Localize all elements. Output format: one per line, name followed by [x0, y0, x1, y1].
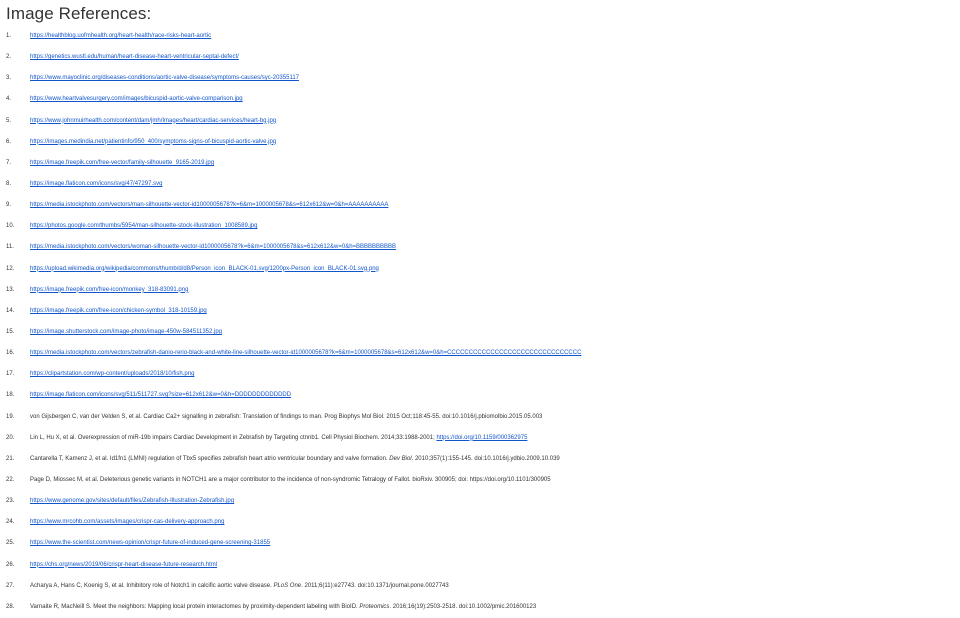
reference-link[interactable]: https://upload.wikimedia.org/wikipedia/commons/thumb/d/d8/Person_icon_BLACK-01.svg/1200px-Person_icon_BLACK-01.svg.png [30, 265, 379, 272]
reference-link[interactable]: https://www.johnmuirhealth.com/content/dam/jmh/Images/heart/cardiac-services/heart-bg.jpg [30, 117, 277, 124]
reference-number: 17. [6, 371, 15, 378]
reference-number: 4. [6, 96, 12, 103]
reference-number: 9. [6, 202, 12, 209]
reference-number: 15. [6, 328, 15, 335]
reference-number: 10. [6, 223, 15, 230]
reference-link[interactable]: https://image.flaticon.com/icons/svg/47/47297.svg [30, 180, 163, 187]
reference-number: 11. [6, 244, 14, 251]
reference-link[interactable]: https://www.heartvalvesurgery.com/images/bicuspid-aortic-valve-comparison.jpg [30, 96, 243, 103]
reference-link[interactable]: https://media.istockphoto.com/vectors/zebrafish-danio-rerio-black-and-white-line-silhouette-vector-id1000005678?k=6&m=1000005678&s=612x612&w=0&h=CCCCCCCCCCCCCCCCCCCCCCCCCCCCCCC [30, 350, 582, 357]
reference-link[interactable]: https://chs.org/news/2019/06/crispr-heart-disease-future-research.html [30, 561, 218, 568]
reference-item [6, 89, 956, 110]
reference-number: 7. [6, 159, 12, 166]
reference-item [6, 153, 956, 174]
citation-text: Acharya A, Hans C, Koenig S, et al. Inhibitory role of Notch1 in calcific aortic valve disease. [30, 582, 274, 589]
reference-item [6, 68, 956, 89]
reference-number: 18. [6, 392, 15, 399]
reference-number: 13. [6, 286, 15, 293]
reference-text [30, 280, 956, 301]
reference-number: 14. [6, 307, 15, 314]
reference-link[interactable]: https://doi.org/10.1159/000362975 [436, 434, 528, 441]
reference-number: 2. [6, 54, 12, 61]
reference-number: 3. [6, 75, 12, 82]
reference-text [30, 47, 956, 68]
citation-text: Varnaite R, MacNeill S. Meet the neighbors: Mapping local protein interactomes by proximity-dependent labeling with BioID. [30, 603, 360, 610]
journal-name: PLoS One [273, 582, 302, 589]
reference-text [30, 301, 956, 322]
page-title: Image References: [6, 4, 152, 23]
reference-item [6, 428, 956, 449]
reference-item [6, 597, 956, 618]
reference-text [30, 533, 956, 554]
reference-text [30, 343, 956, 364]
citation-text: Cantarella T, Kamenz J, et al. Id1fn1 (LMNI) regulation of Tbx5 specifies zebrafish heart atrio ventricular boundary and valve formation. [30, 455, 390, 462]
reference-list [6, 26, 956, 618]
reference-link[interactable]: https://www.mrcohb.com/assets/images/crispr-cas-delivery-approach.png [30, 519, 225, 526]
reference-text [30, 195, 956, 216]
reference-item [6, 555, 956, 576]
reference-text [30, 555, 956, 576]
reference-text [30, 216, 956, 237]
reference-text [30, 174, 956, 195]
reference-item [6, 47, 956, 68]
journal-name: Proteomics [359, 603, 390, 610]
reference-number: 24. [6, 519, 15, 526]
reference-link[interactable]: https://image.freepik.com/free-vector/family-silhouette_9165-2019.jpg [30, 159, 215, 166]
reference-number: 19. [6, 413, 15, 420]
reference-number: 5. [6, 117, 12, 124]
reference-number: 21. [6, 455, 15, 462]
reference-text [30, 597, 956, 618]
reference-item [6, 301, 956, 322]
reference-link[interactable]: https://image.freepik.com/free-icon/chicken-symbol_318-10159.jpg [30, 307, 207, 314]
citation-text: Page D, Miossec M, et al. Deleterious genetic variants in NOTCH1 are a major contributor to the incidence of non-syndromic Tetralogy of Fallot. bioRxiv. 300905; doi: https://doi.org/10.1101/300905 [30, 476, 551, 483]
reference-text [30, 237, 956, 258]
reference-text [30, 491, 956, 512]
reference-item [6, 237, 956, 258]
reference-link[interactable]: https://image.shutterstock.com/image-photo/image-450w-584511352.jpg [30, 328, 222, 335]
reference-text [30, 407, 956, 428]
reference-item [6, 174, 956, 195]
reference-number: 16. [6, 350, 15, 357]
citation-text: . 2011;6(11):e27743. doi:10.1371/journal.pone.0027743 [301, 582, 449, 589]
reference-item [6, 364, 956, 385]
reference-text [30, 512, 956, 533]
reference-text [30, 153, 956, 174]
reference-text [30, 470, 956, 491]
reference-number: 28. [6, 603, 15, 610]
reference-item [6, 26, 956, 47]
reference-link[interactable]: https://www.genome.gov/sites/default/files/Zebrafish-Illustration-Zebrafish.jpg [30, 498, 235, 505]
citation-text: Lin L, Hu X, et al. Overexpression of miR-19b impairs Cardiac Development in Zebrafish by Targeting ctnnb1. Cell Physiol Biochem. 2014;33:1988-2001; [30, 434, 437, 441]
reference-text [30, 68, 956, 89]
reference-text [30, 259, 956, 280]
reference-text [30, 449, 956, 470]
reference-item [6, 322, 956, 343]
reference-item [6, 512, 956, 533]
reference-link[interactable]: https://media.istockphoto.com/vectors/man-silhouette-vector-id1000005678?k=6&m=1000005678&s=612x612&w=0&h=AAAAAAAAAA [30, 202, 389, 209]
reference-item [6, 259, 956, 280]
citation-text: . 2016;16(19):2503-2518. doi:10.1002/pmic.201600123 [389, 603, 537, 610]
reference-link[interactable]: https://image.flaticon.com/icons/svg/511/511727.svg?size=612x612&w=0&h=DDDDDDDDDDDDD [30, 392, 292, 399]
reference-link[interactable]: https://image.freepik.com/free-icon/monkey_318-83091.png [30, 286, 189, 293]
reference-number: 6. [6, 138, 12, 145]
reference-text [30, 132, 956, 153]
reference-text [30, 89, 956, 110]
reference-text [30, 428, 956, 449]
reference-text [30, 364, 956, 385]
reference-number: 27. [6, 582, 15, 589]
reference-item [6, 449, 956, 470]
reference-item [6, 470, 956, 491]
reference-number: 1. [6, 33, 12, 39]
reference-number: 8. [6, 180, 12, 187]
reference-link[interactable]: https://www.mayoclinic.org/diseases-conditions/aortic-valve-disease/symptoms-causes/syc-20355117 [30, 75, 300, 82]
reference-text [30, 322, 956, 343]
reference-text [30, 111, 956, 132]
reference-item [6, 533, 956, 554]
reference-number: 26. [6, 561, 15, 568]
reference-item [6, 280, 956, 301]
reference-item [6, 576, 956, 597]
reference-item [6, 491, 956, 512]
reference-link[interactable]: https://media.istockphoto.com/vectors/woman-silhouette-vector-id1000005678?k=6&m=1000005678&s=612x612&w=0&h=BBBBBBBBBB [30, 244, 397, 251]
reference-number: 20. [6, 434, 15, 441]
reference-text [30, 385, 956, 406]
reference-item [6, 343, 956, 364]
reference-link[interactable]: https://clipartstation.com/wp-content/uploads/2018/10/fish.png [30, 371, 195, 378]
reference-item [6, 385, 956, 406]
citation-text: von Gijsbergen C, van der Velden S, et al. Cardiac Ca2+ signalling in zebrafish: Translation of findings to man. Prog Biophys Mol Biol. 2015 Oct;118:45-55. doi:10.1016/j.pbiomolbio.2015.05.003 [30, 413, 543, 420]
journal-name: Dev Biol [389, 455, 412, 462]
reference-link[interactable]: https://www.the-scientist.com/news-opinion/crispr-future-of-induced-gene-screening-31855 [30, 540, 271, 547]
reference-item [6, 111, 956, 132]
reference-number: 23. [6, 498, 15, 505]
reference-item [6, 407, 956, 428]
reference-link[interactable]: https://healthblog.uofmhealth.org/heart-health/race-risks-heart-aortic [30, 33, 212, 39]
reference-item [6, 216, 956, 237]
citation-text: . 2010;357(1):155-145. doi:10.1016/j.ydbio.2009.10.039 [411, 455, 560, 462]
reference-link[interactable]: https://images.medindia.net/patientinfo/950_400/symptoms-signs-of-bicuspid-aortic-valve.jpg [30, 138, 277, 145]
reference-text [30, 26, 956, 47]
reference-number: 22. [6, 476, 15, 483]
reference-link[interactable]: https://genetics.wustl.edu/human/heart-disease-heart-ventricular-septal-defect/ [30, 54, 239, 61]
reference-text [30, 576, 956, 597]
reference-number: 25. [6, 540, 15, 547]
reference-number: 12. [6, 265, 15, 272]
reference-item [6, 132, 956, 153]
reference-item [6, 195, 956, 216]
reference-link[interactable]: https://photos.google.com/thumbs/5954/man-silhouette-stock-illustration_1008589.jpg [30, 223, 258, 230]
